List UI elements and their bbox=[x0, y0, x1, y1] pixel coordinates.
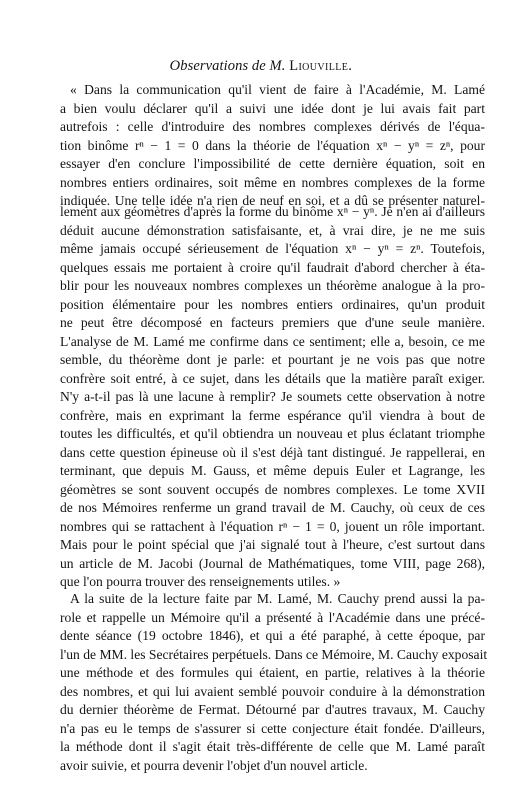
text-line: lement aux géomètres d'après la forme du binôme xⁿ − yⁿ. Je n'en ai d'ailleurs bbox=[60, 204, 485, 219]
text-line: nombres entiers ordinaires, soit même en nombres complexes de la forme bbox=[60, 174, 485, 190]
text-line: l'un de MM. les Secrétaires perpétuels. Dans ce Mémoire, M. Cauchy exposait bbox=[60, 646, 488, 662]
section-heading bbox=[0, 57, 522, 75]
text-line: avoir suivie, et pourra devenir l'objet d'un nouvel article. bbox=[60, 757, 368, 773]
text-line: indiquée. Une telle idée n'a rien de neuf en soi, et a dû se présenter naturel- bbox=[60, 193, 485, 208]
heading-prefix: Observations de M. bbox=[169, 58, 286, 74]
paragraph-1 bbox=[60, 81, 485, 211]
text-line: déduit aucune démonstration satisfaisante, et, à vrai dire, je ne me suis bbox=[60, 222, 485, 238]
text-line: role et rappelle un Mémoire qu'il a présenté à l'Académie dans une précé- bbox=[60, 609, 485, 625]
paragraph-3 bbox=[60, 590, 488, 775]
text-line: dans cette question épineuse où il s'est déjà tant distingué. Je rappellerai, en bbox=[60, 444, 485, 460]
text-line: géomètres se sont souvent occupés de nombres complexes. Le tome XVII bbox=[60, 481, 485, 497]
text-line: du dernier théorème de Fermat. Détourné par d'autres travaux, M. Cauchy bbox=[60, 702, 485, 717]
text-line: essayer d'en conclure l'impossibilité de cette dernière équation, soit en bbox=[60, 156, 485, 171]
text-line: ne peut être décomposé en facteurs premiers que d'une seule manière. bbox=[60, 315, 485, 330]
text-line: confrère, mais en exprimant la ferme espérance qu'il viendra à bout de bbox=[60, 407, 485, 423]
text-line: position élémentaire pour les nombres entiers ordinaires, qu'un produit bbox=[60, 296, 485, 312]
text-line: des nombres, et qui lui avaient semblé pouvoir conduire à la démonstration bbox=[60, 683, 485, 699]
text-line: « Dans la communication qu'il vient de faire à l'Académie, M. Lamé bbox=[70, 82, 485, 97]
text-line: terminant, que depuis M. Gauss, et même depuis Euler et Lagrange, les bbox=[60, 463, 485, 478]
text-line: la méthode dont il s'agit était très-différente de celle que M. Lamé paraît bbox=[60, 739, 485, 754]
text-line: Mais pour le point spécial que j'ai signalé tout à l'heure, c'est surtout dans bbox=[60, 537, 485, 552]
text-line: blir pour les nouveaux nombres complexes un théorème analogue à la pro- bbox=[60, 278, 485, 293]
text-line: quelques essais me portaient à croire qu'il faudrait d'abord chercher à éta- bbox=[60, 259, 485, 275]
text-line: a bien voulu déclarer qu'il a suivi une idée dont je lui avais fait part bbox=[60, 100, 485, 116]
text-line: nombres qui se rattachent à l'équation rⁿ − 1 = 0, jouent un rôle important. bbox=[60, 518, 485, 534]
text-line: tion binôme rⁿ − 1 = 0 dans la théorie de l'équation xⁿ − yⁿ = zⁿ, pour bbox=[60, 137, 485, 153]
text-line: toutes les difficultés, et qu'il obtiendra un nouveau et plus éclatant triomphe bbox=[60, 426, 485, 441]
paragraph-2 bbox=[60, 203, 485, 592]
text-line: autrefois : celle d'introduire des nombres complexes dérivés de l'équa- bbox=[60, 119, 485, 134]
text-line: une méthode et des formules qui étaient, en partie, relatives à la théorie bbox=[60, 665, 485, 680]
text-line: n'a pas eu le temps de s'assurer si cette conjecture était fondée. D'ailleurs, bbox=[60, 720, 485, 736]
text-line: un article de M. Jacobi (Journal de Mathématiques, tome VIII, page 268), bbox=[60, 555, 485, 571]
text-line: dente séance (19 octobre 1846), et qui a été paraphé, à cette époque, par bbox=[60, 628, 485, 643]
text-line: que l'on pourra trouver des renseignements utiles. » bbox=[60, 574, 341, 589]
text-line: L'analyse de M. Lamé me confirme dans ce sentiment; elle a, besoin, ce me bbox=[60, 333, 485, 349]
text-line: de nos Mémoires renferme un grand travail de M. Cauchy, où ceux de ces bbox=[60, 500, 485, 515]
text-line: A la suite de la lecture faite par M. Lamé, M. Cauchy prend aussi la pa- bbox=[70, 591, 485, 606]
text-line: N'y a-t-il pas là une lacune à remplir? Je soumets cette observation à notre bbox=[60, 389, 485, 404]
heading-author-name: Liouville. bbox=[289, 58, 353, 74]
text-line: semble, du théorème dont je parle: et pourtant je ne vois pas que notre bbox=[60, 352, 485, 367]
text-line: confrère soit entré, à ce sujet, dans les détails que la matière paraît exiger. bbox=[60, 370, 485, 386]
text-line: même jamais occupé sérieusement de l'équation xⁿ − yⁿ = zⁿ. Toutefois, bbox=[60, 241, 485, 256]
